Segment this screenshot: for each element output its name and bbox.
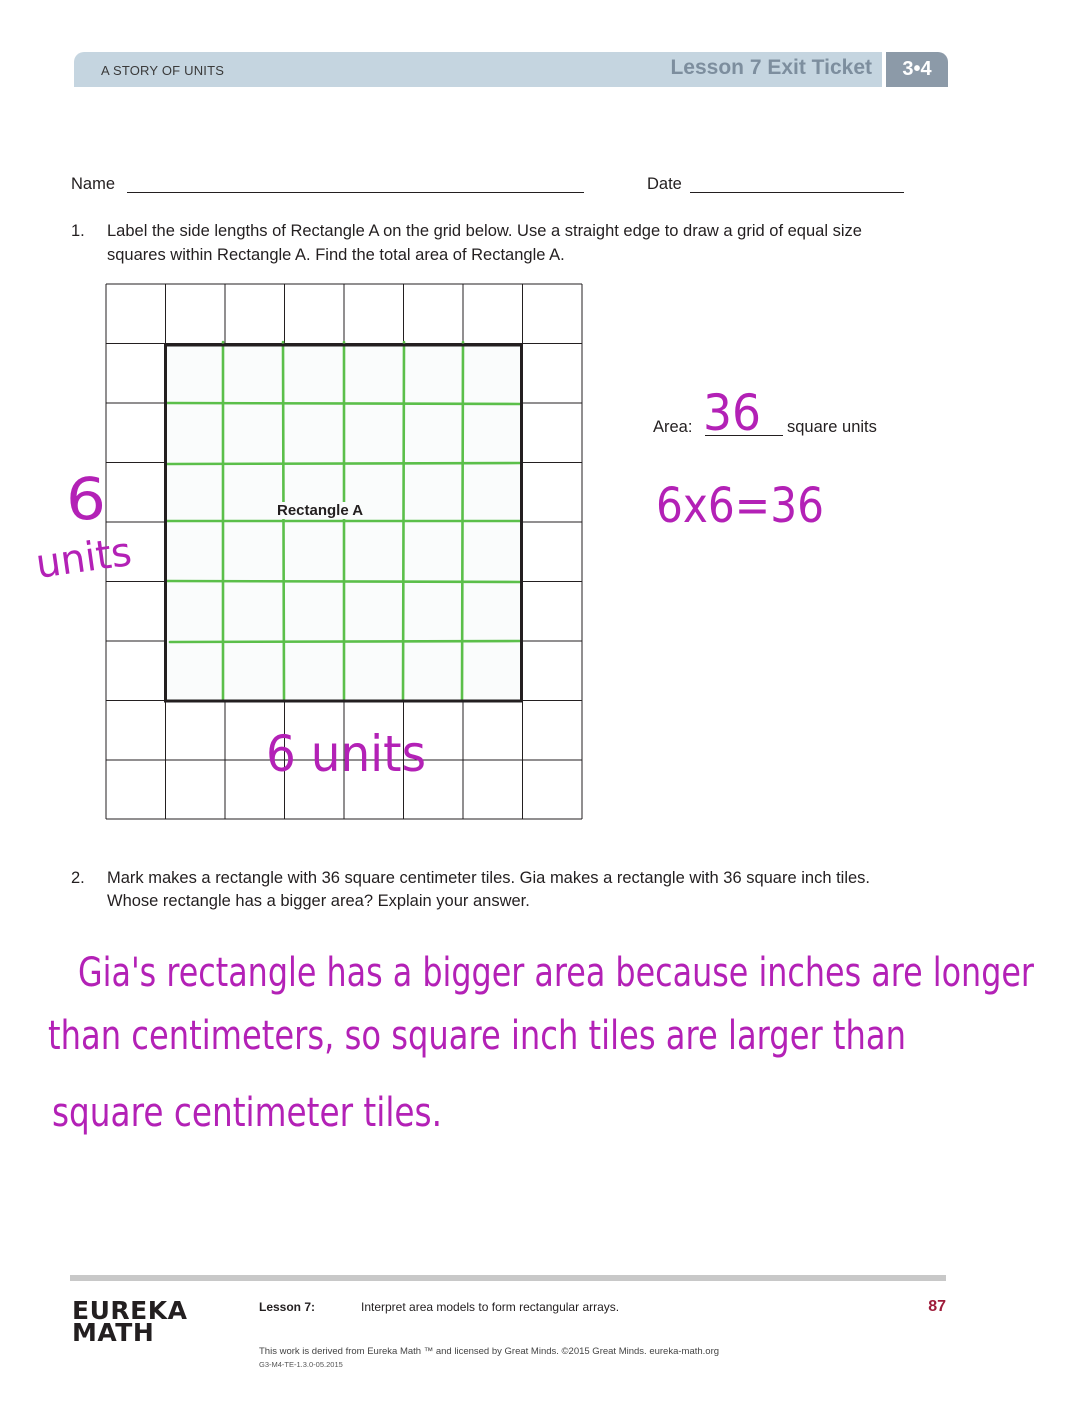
footer-lesson-description: Interpret area models to form rectangular arrays. bbox=[361, 1300, 620, 1314]
area-answer-handwritten: 36 bbox=[703, 384, 761, 442]
equation-handwritten: 6x6=36 bbox=[656, 478, 824, 534]
name-label: Name bbox=[71, 175, 116, 193]
left-side-unit-handwritten: units bbox=[32, 528, 137, 588]
bottom-side-handwritten: 6 units bbox=[266, 725, 426, 783]
date-label: Date bbox=[647, 175, 682, 193]
problem-2-text-line2: Whose rectangle has a bigger area? Explain your answer. bbox=[107, 892, 530, 910]
page-number: 87 bbox=[928, 1298, 946, 1315]
problem-2-number: 2. bbox=[71, 869, 85, 887]
answer-line1-handwritten: Gia's rectangle has a bigger area because inches are longer bbox=[78, 950, 1035, 996]
problem-1-number: 1. bbox=[71, 222, 85, 240]
footer-rule bbox=[70, 1275, 946, 1281]
area-label: Area: bbox=[653, 418, 693, 436]
footer-lesson-label: Lesson 7: bbox=[259, 1300, 316, 1314]
left-side-number-handwritten: 6 bbox=[66, 465, 106, 533]
eureka-logo-line1: EUREKA bbox=[72, 1296, 188, 1325]
area-unit-label: square units bbox=[787, 418, 877, 436]
rectangle-a-label: Rectangle A bbox=[277, 502, 364, 519]
eureka-logo-line2: MATH bbox=[72, 1318, 155, 1347]
grade-module-badge: 3•4 bbox=[886, 52, 948, 87]
answer-line2-handwritten: than centimeters, so square inch tiles are larger than bbox=[48, 1013, 906, 1059]
problem-2-text-line1: Mark makes a rectangle with 36 square centimeter tiles. Gia makes a rectangle with 36 square inch tiles. bbox=[107, 869, 871, 887]
problem-1-text-line1: Label the side lengths of Rectangle A on the grid below. Use a straight edge to draw a grid of equal size bbox=[107, 222, 862, 240]
answer-line3-handwritten: square centimeter tiles. bbox=[52, 1090, 442, 1136]
lesson-title: Lesson 7 Exit Ticket bbox=[670, 56, 872, 79]
problem-1-text-line2: squares within Rectangle A. Find the total area of Rectangle A. bbox=[107, 246, 565, 264]
license-text: This work is derived from Eureka Math ™ and licensed by Great Minds. ©2015 Great Minds. eureka-math.org bbox=[259, 1346, 720, 1357]
document-code: G3-M4-TE-1.3.0-05.2015 bbox=[259, 1360, 343, 1369]
series-title: A STORY OF UNITS bbox=[101, 63, 225, 78]
